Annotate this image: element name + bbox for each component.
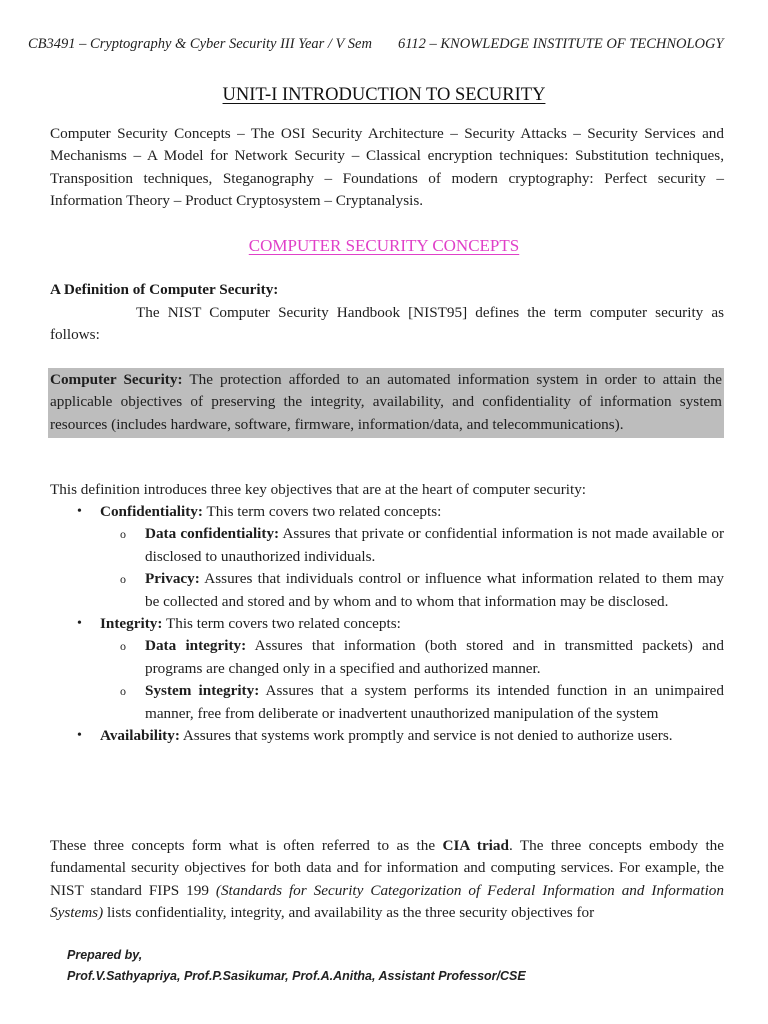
definition-box bbox=[48, 368, 724, 438]
prepared-by-label: Prepared by, bbox=[67, 948, 143, 962]
sub-item-data-integrity bbox=[50, 635, 724, 680]
unit-title: UNIT-I INTRODUCTION TO SECURITY bbox=[222, 85, 546, 105]
list-item-integrity bbox=[50, 613, 724, 635]
bullet-icon: • bbox=[77, 728, 82, 744]
objective-term: Integrity: bbox=[100, 615, 163, 633]
objectives-intro: This definition introduces three key objectives that are at the heart of computer security: bbox=[50, 481, 587, 498]
objective-text: This term covers two related concepts: bbox=[202, 503, 442, 520]
course-info: CB3491 – Cryptography & Cyber Security III Year / V Sem bbox=[28, 36, 372, 52]
definition-intro bbox=[50, 302, 724, 347]
sub-term: System integrity: bbox=[145, 682, 260, 700]
objective-text: Assures that systems work promptly and service is not denied to authorize users. bbox=[179, 727, 673, 745]
page-header bbox=[28, 36, 744, 53]
objective-term: Availability: bbox=[100, 727, 180, 745]
objective-text: This term covers two related concepts: bbox=[162, 615, 401, 633]
bullet-icon: • bbox=[77, 504, 82, 519]
definition-text: The protection afforded to an automated information system in order to attain the applicable objectives of preserving the integrity, availability, and confidentiality of information system resources (includes hardware, software, firmware, information/data, and telecommunications). bbox=[50, 371, 723, 433]
sub-bullet-icon: o bbox=[120, 572, 126, 587]
page-footer bbox=[67, 945, 526, 987]
bullet-icon: • bbox=[77, 616, 82, 632]
institute-name: 6112 – KNOWLEDGE INSTITUTE OF TECHNOLOGY bbox=[397, 36, 724, 52]
cia-text-2: . The three concepts embody the fundamental security objectives for both data and for information and computing services. For example, the NIST standard FIPS 199 bbox=[50, 837, 725, 899]
syllabus-paragraph: Computer Security Concepts – The OSI Security Architecture – Security Attacks – Security Services and Mechanisms – A Model for Network Security – Classical encryption techniques: Substitution techniques, Transposition techniques, Steganography – Foundations of modern cryptography: Perfect security – Information Theory – Product Cryptosystem – Cryptanalysis. bbox=[50, 125, 724, 210]
fips-title: (Standards for Security Categorization of Federal Information and Information Systems) bbox=[50, 881, 724, 922]
objective-term: Confidentiality: bbox=[100, 503, 203, 520]
sub-bullet-icon: o bbox=[120, 684, 126, 699]
sub-term: Data integrity: bbox=[145, 637, 247, 655]
sub-item-data-confidentiality bbox=[50, 523, 724, 568]
sub-bullet-icon: o bbox=[120, 527, 126, 542]
sub-text: Assures that individuals control or influence what information related to them may be collected and stored and by whom and to whom that information may be disclosed. bbox=[145, 570, 724, 610]
definition-term: Computer Security: bbox=[50, 371, 183, 388]
sub-bullet-icon: o bbox=[120, 639, 126, 654]
section-heading: COMPUTER SECURITY CONCEPTS bbox=[248, 236, 520, 255]
sub-term: Privacy: bbox=[145, 570, 200, 588]
list-item-availability bbox=[50, 725, 724, 747]
authors: Prof.V.Sathyapriya, Prof.P.Sasikumar, Prof.A.Anitha, Assistant Professor/CSE bbox=[67, 969, 526, 983]
sub-item-system-integrity bbox=[50, 680, 724, 725]
list-item-confidentiality bbox=[50, 501, 724, 523]
cia-triad-term: CIA triad bbox=[442, 837, 509, 854]
definition-intro-text: The NIST Computer Security Handbook [NIST95] defines the term computer security as follows: bbox=[50, 304, 724, 344]
cia-text-1: These three concepts form what is often referred to as the bbox=[50, 837, 443, 854]
cia-text-3: lists confidentiality, integrity, and availability as the three security objectives for bbox=[103, 904, 595, 922]
sub-item-privacy bbox=[50, 568, 724, 613]
sub-text: Assures that a system performs its intended function in an unimpaired manner, free from deliberate or inadvertent unauthorized manipulation of the system bbox=[145, 682, 724, 722]
cia-paragraph bbox=[50, 835, 724, 925]
objective-list bbox=[50, 501, 724, 747]
sub-text: Assures that private or confidential information is not made available or disclosed to unauthorized individuals. bbox=[145, 525, 724, 565]
sub-text: Assures that information (both stored and in transmitted packets) and programs are changed only in a specified and authorized manner. bbox=[145, 637, 724, 677]
sub-term: Data confidentiality: bbox=[145, 525, 280, 543]
definition-heading: A Definition of Computer Security: bbox=[50, 281, 279, 298]
